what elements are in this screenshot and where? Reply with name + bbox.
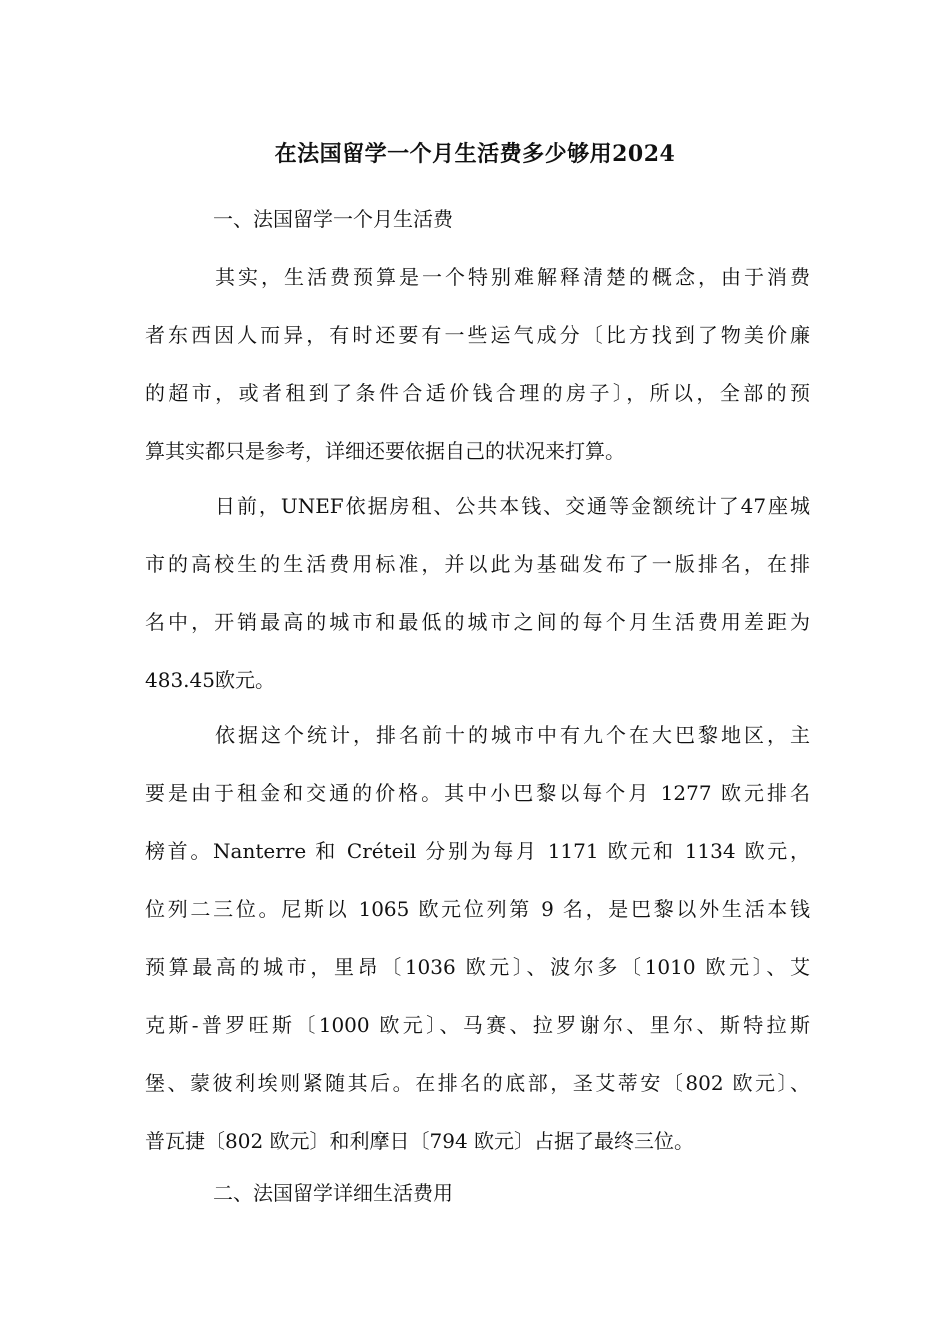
paragraph-line: 的超市，或者租到了条件合适价钱合理的房子〕，所以，全部的预 [145,381,810,405]
paragraph-line: 算其实都只是参考，详细还要依据自己的状况来打算。 [145,439,625,463]
paragraph-1 [145,262,810,494]
section-heading-2: 二、法国留学详细生活费用 [213,1181,453,1205]
paragraph-line: 依据这个统计，排名前十的城市中有九个在大巴黎地区，主 [215,723,810,747]
paragraph-line: 483.45欧元。 [145,668,275,692]
paragraph-line: 榜首。Nanterre 和 Créteil 分别为每月 1171 欧元和 1134 欧元， [145,839,810,863]
paragraph-line: 位列二三位。尼斯以 1065 欧元位列第 9 名，是巴黎以外生活本钱 [145,897,810,921]
paragraph-line: 名中，开销最高的城市和最低的城市之间的每个月生活费用差距为 [145,610,810,634]
document-title: 在法国留学一个月生活费多少够用2024 [274,141,676,167]
paragraph-line: 市的高校生的生活费用标准，并以此为基础发布了一版排名，在排 [145,552,810,576]
paragraph-2 [145,491,810,723]
section-heading-1: 一、法国留学一个月生活费 [213,207,453,231]
paragraph-line: 者东西因人而异，有时还要有一些运气成分〔比方找到了物美价廉 [145,323,810,347]
paragraph-line: 日前，UNEF依据房租、公共本钱、交通等金额统计了47座城 [215,494,810,518]
paragraph-line: 普瓦捷〔802 欧元〕和利摩日〔794 欧元〕占据了最终三位。 [145,1129,695,1153]
paragraph-line: 堡、蒙彼利埃则紧随其后。在排名的底部，圣艾蒂安〔802 欧元〕、 [145,1071,810,1095]
paragraph-line: 要是由于租金和交通的价格。其中小巴黎以每个月 1277 欧元排名 [145,781,810,805]
paragraph-3 [145,720,810,1184]
paragraph-line: 克斯-普罗旺斯〔1000 欧元〕、马赛、拉罗谢尔、里尔、斯特拉斯 [145,1013,810,1037]
paragraph-line: 其实，生活费预算是一个特别难解释清楚的概念，由于消费 [215,265,810,289]
paragraph-line: 预算最高的城市，里昂〔1036 欧元〕、波尔多〔1010 欧元〕、艾 [145,955,810,979]
